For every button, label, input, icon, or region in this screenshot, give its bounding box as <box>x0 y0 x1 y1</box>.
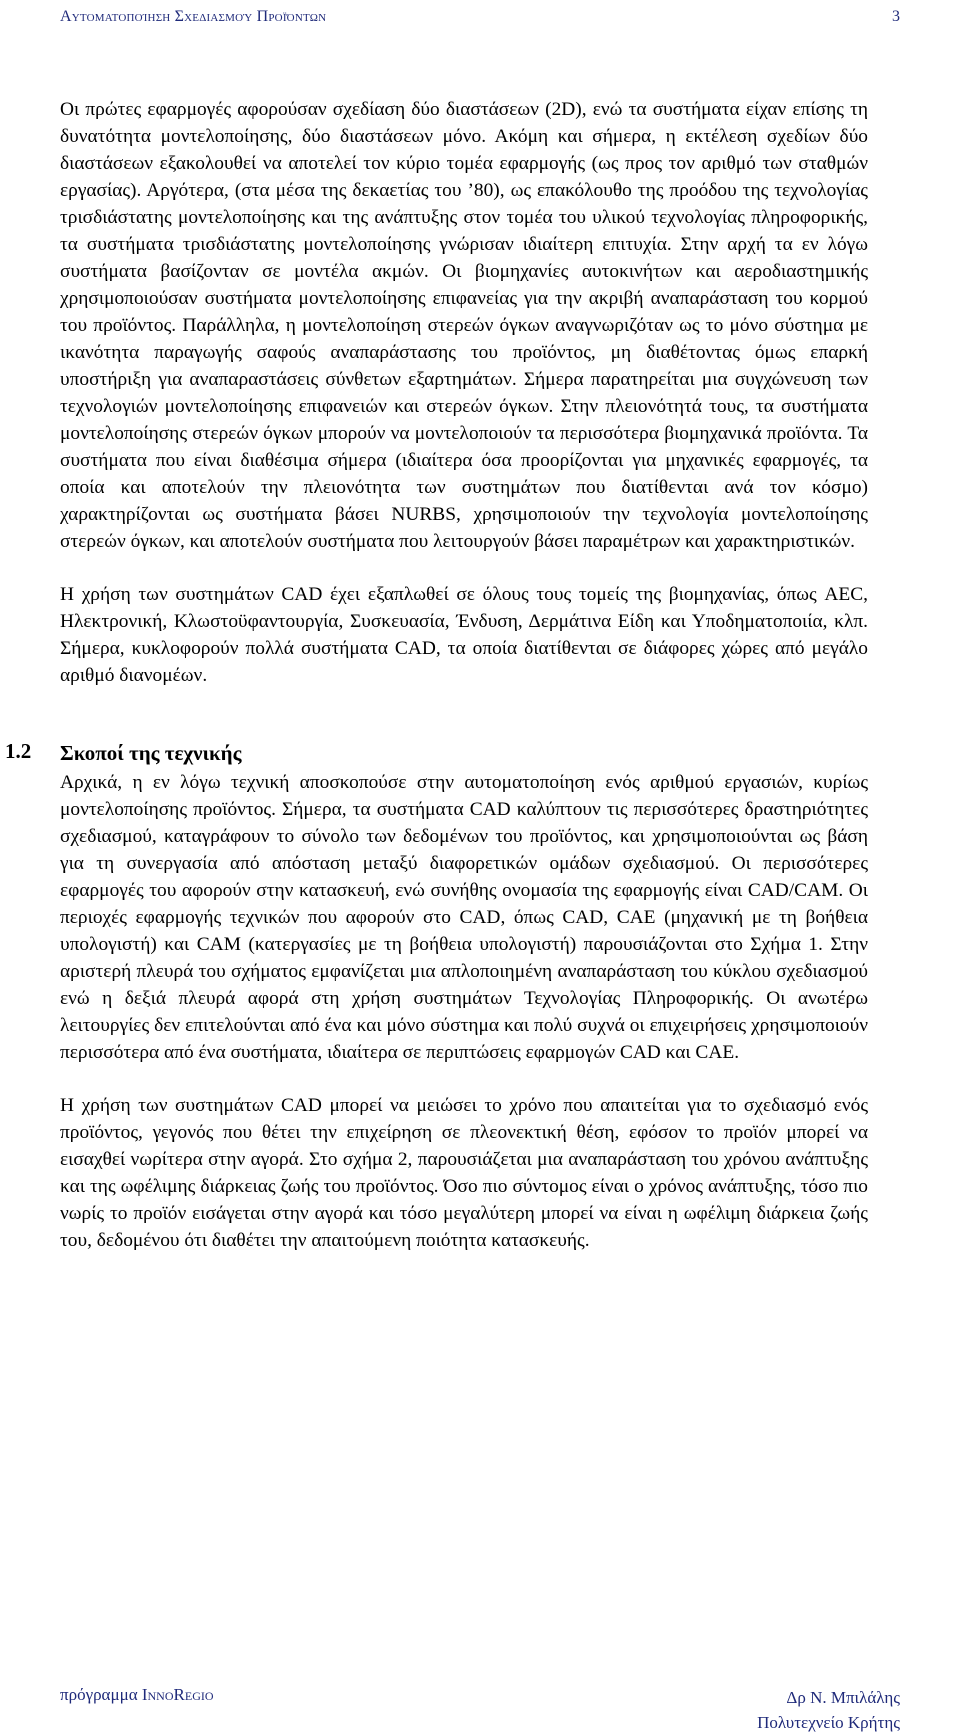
footer-author <box>757 1685 900 1735</box>
footer-author-name: Δρ Ν. Μπιλάλης <box>786 1688 900 1707</box>
page-footer <box>60 1673 900 1733</box>
footer-program-name: InnoRegio <box>141 1685 214 1704</box>
footer-program-prefix: πρόγραμμα <box>60 1685 138 1704</box>
section-1-2 <box>5 739 868 1254</box>
page-content <box>5 96 868 1254</box>
running-title: Αυτοματοποίηση Σχεδιασμού Προϊόντων <box>60 8 327 25</box>
section-paragraph-1: Αρχικά, η εν λόγω τεχνική αποσκοπούσε στην αυτοματοποίηση ενός αριθμού εργασιών, κυρίως μοντελοποίησης προϊόντος. Σήμερα, τα συστήματα CAD καλύπτουν τις περισσότερες δραστηριότητες σχεδιασμού, καταγράφουν το σύνολο των δεδομένων του προϊόντος, και χρησιμοποιούνται ως βάση για τη συνεργασία από απόσταση μεταξύ διαφορετικών ομάδων σχεδιασμού. Οι περισσότερες εφαρμογές του αφορούν στην κατασκευή, ενώ συνήθης ονομασία της εφαρμογής είναι CAD/CAM. Οι περιοχές εφαρμογής τεχνικών που αφορούν στο CAD, όπως CAD, CAE (μηχανική με τη βοήθεια υπολογιστή) και CAM (κατεργασίες με τη βοήθεια υπολογιστή) παρουσιάζονται στο Σχήμα 1. Στην αριστερή πλευρά του σχήματος εμφανίζεται μια απλοποιημένη αναπαράσταση του κύκλου σχεδιασμού ενώ η δεξιά πλευρά αφορά στη χρήση συστημάτων Τεχνολογίας Πληροφορικής. Οι ανωτέρω λειτουργίες δεν επιτελούνται από ένα και μόνο σύστημα και πολύ συχνά οι επιχειρήσεις χρησιμοποιούν περισσότερα από ένα συστήματα, ιδιαίτερα σε περιπτώσεις εφαρμογών CAD και CAE. <box>60 772 868 1063</box>
footer-institution: Πολυτεχνείο Κρήτης <box>757 1713 900 1732</box>
body-paragraph-1: Οι πρώτες εφαρμογές αφορούσαν σχεδίαση δύο διαστάσεων (2D), ενώ τα συστήματα είχαν επίσης τη δυνατότητα μοντελοποίησης, δύο διαστάσεων μόνο. Ακόμη και σήμερα, η εκτέλεση σχεδίων δύο διαστάσεων εξακολουθεί να αποτελεί τον κύριο τομέα εφαρμογής (ως προς τον αριθμό των σταθμών εργασίας). Αργότερα, (στα μέσα της δεκαετίας του ’80), ως επακόλουθο της προόδου της τεχνολογίας τρισδιάστατης μοντελοποίησης και της ανάπτυξης στον τομέα του υλικού τεχνολογίας πληροφορικής, τα συστήματα τρισδιάστατης μοντελοποίησης γνώρισαν ιδιαίτερη επιτυχία. Στην αρχή τα εν λόγω συστήματα βασίζονταν σε μοντέλα ακμών. Οι βιομηχανίες αυτοκινήτων και αεροδιαστημικής χρησιμοποιούσαν συστήματα μοντελοποίησης επιφανείας για την ακριβή αναπαράσταση του κορμού του προϊόντος. Παράλληλα, η μοντελοποίηση στερεών όγκων αναγνωριζόταν ως το μόνο σύστημα με ικανότητα παραγωγής σαφούς αναπαράστασης του προϊόντος, μη διαθέτοντας όμως επαρκή υποστήριξη για αναπαραστάσεις σύνθετων εξαρτημάτων. Σήμερα παρατηρείται μια συγχώνευση των τεχνολογιών μοντελοποίησης επιφανειών και στερεών όγκων. Στην πλειονότητά τους, τα συστήματα μοντελοποίησης στερεών όγκων μπορούν να μοντελοποιούν τα περισσότερα βιομηχανικά προϊόντα. Τα συστήματα που είναι διαθέσιμα σήμερα (ιδιαίτερα όσα προορίζονται για μηχανικές εφαρμογές, τα οποία και αποτελούν την πλειονότητα των συστημάτων που διατίθενται ανά τον κόσμο) χαρακτηρίζονται ως συστήματα βάσει NURBS, χρησιμοποιούν την τεχνολογία μοντελοποίησης στερεών όγκων, και αποτελούν συστήματα που λειτουργούν βάσει παραμέτρων και χαρακτηριστικών. <box>60 99 868 552</box>
footer-program <box>60 1685 214 1705</box>
body-paragraph-2: Η χρήση των συστημάτων CAD έχει εξαπλωθεί σε όλους τους τομείς της βιομηχανίας, όπως AEC, Ηλεκτρονική, Κλωστοϋφαντουργία, Συσκευασία, Ένδυση, Δερμάτινα Είδη και Υποδηματοποιία, κλπ. Σήμερα, κυκλοφορούν πολλά συστήματα CAD, τα οποία διατίθενται σε διάφορες χώρες από μεγάλο αριθμό διανομέων. <box>60 584 868 686</box>
page-header <box>60 8 900 38</box>
page-number: 3 <box>892 8 900 25</box>
section-paragraph-2: Η χρήση των συστημάτων CAD μπορεί να μειώσει το χρόνο που απαιτείται για το σχεδιασμό ενός προϊόντος, γεγονός που θέτει την επιχείρηση σε πλεονεκτική θέση, εφόσον το προϊόν μπορεί να εισαχθεί νωρίτερα στην αγορά. Στο σχήμα 2, παρουσιάζεται μια αναπαράσταση του χρόνου ανάπτυξης και της ωφέλιμης διάρκειας ζωής του προϊόντος. Όσο πιο σύντομος είναι ο χρόνος ανάπτυξης, τόσο πιο νωρίς το προϊόν εισάγεται στην αγορά και τόσο μεγαλύτερη μπορεί να είναι η ωφέλιμη διάρκεια ζωής του, δεδομένου ότι διαθέτει την απαιτούμενη ποιότητα κατασκευής. <box>60 1095 868 1251</box>
section-title: Σκοποί της τεχνικής <box>60 741 242 765</box>
section-number: 1.2 <box>5 739 32 763</box>
